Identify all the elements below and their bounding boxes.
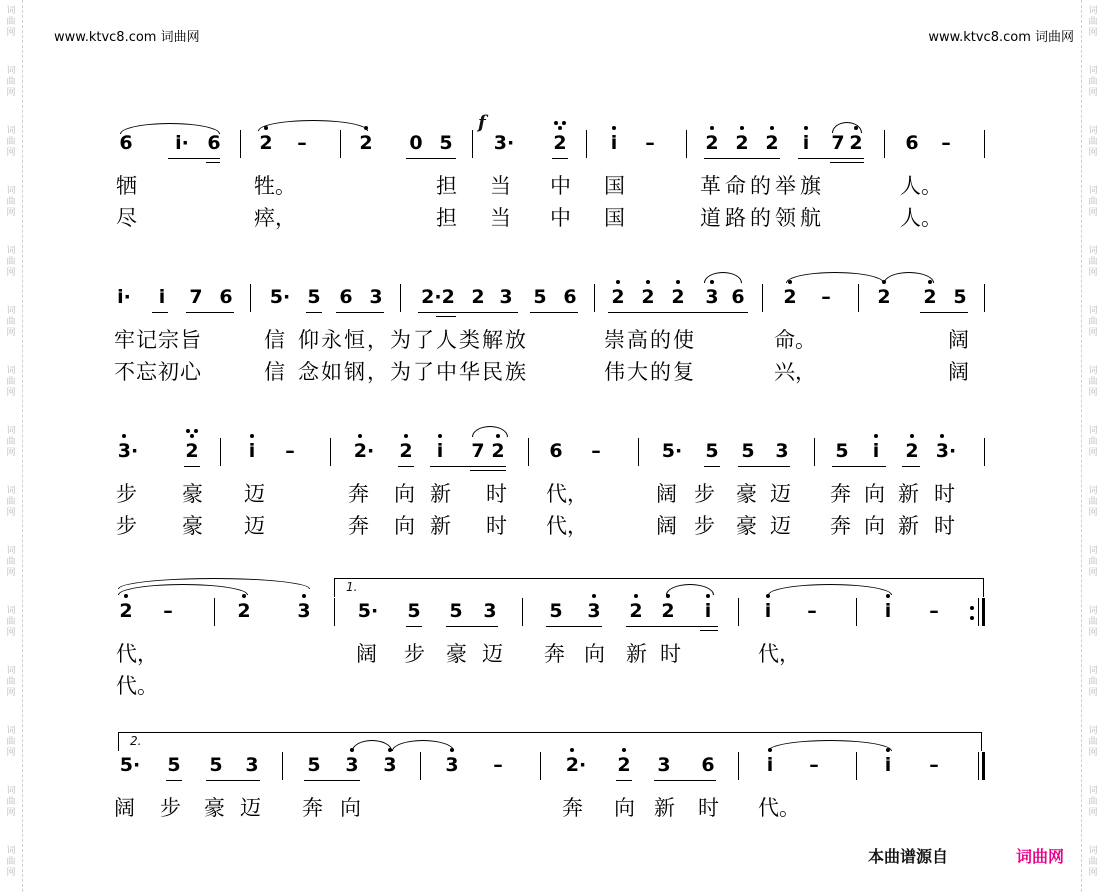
note: 3 [587, 600, 601, 622]
watermark-glyph: 词 [1088, 666, 1098, 676]
watermark-glyph: 网 [1088, 268, 1098, 278]
watermark-glyph: 网 [6, 628, 16, 638]
watermark-glyph: 网 [1088, 508, 1098, 518]
note: i [802, 132, 810, 154]
note: 5· [661, 440, 683, 462]
lyric: 中 [550, 174, 571, 198]
note: 5 [167, 754, 181, 776]
note: 2 [783, 286, 797, 308]
note: 3· [935, 440, 957, 462]
lyric: 步 [404, 642, 425, 666]
watermark-glyph: 词 [1088, 306, 1098, 316]
watermark-glyph: 词 [1088, 606, 1098, 616]
note: 3 [345, 754, 359, 776]
watermark-glyph: 网 [6, 868, 16, 878]
header-site-left[interactable]: www.ktvc8.com 词曲网 [54, 30, 200, 45]
note: 5 [407, 600, 421, 622]
note: 3· [117, 440, 139, 462]
watermark-glyph: 网 [6, 748, 16, 758]
lyric: 步 [694, 514, 715, 538]
lyric: 信 [264, 360, 285, 384]
watermark-glyph: 网 [6, 688, 16, 698]
note: – [809, 754, 819, 776]
lyric: 时 [934, 514, 955, 538]
note: 2 [735, 132, 749, 154]
note: 5· [357, 600, 379, 622]
note: 2 [765, 132, 779, 154]
watermark-glyph: 词 [1088, 186, 1098, 196]
note: 5 [449, 600, 463, 622]
watermark-glyph: 网 [1088, 28, 1098, 38]
watermark-glyph: 曲 [1088, 257, 1098, 267]
note: 6 [905, 132, 919, 154]
note: 2 [553, 132, 567, 154]
note: – [929, 600, 939, 622]
watermark-glyph: 词 [6, 426, 16, 436]
note: 3 [245, 754, 259, 776]
lyric: 念如钢，为了中华民族 [298, 360, 528, 384]
lyric: 时 [660, 642, 681, 666]
watermark-glyph: 词 [6, 246, 16, 256]
note: 3 [499, 286, 513, 308]
note: i [764, 600, 772, 622]
watermark-glyph: 网 [1088, 748, 1098, 758]
note: 2 [471, 286, 485, 308]
header-site-right[interactable]: www.ktvc8.com 词曲网 [928, 30, 1074, 45]
lyric: 时 [486, 514, 507, 538]
watermark-glyph: 网 [1088, 328, 1098, 338]
watermark-glyph: 词 [1088, 426, 1098, 436]
note: 2 [237, 600, 251, 622]
note: i· [175, 132, 189, 154]
lyric: 向 [584, 642, 605, 666]
note: 6 [339, 286, 353, 308]
watermark-glyph: 曲 [6, 137, 16, 147]
right-margin-watermark [1081, 0, 1104, 892]
watermark-glyph: 曲 [1088, 197, 1098, 207]
lyric: 时 [934, 482, 955, 506]
watermark-glyph: 曲 [1088, 17, 1098, 27]
note: 3· [493, 132, 515, 154]
note: i [704, 600, 712, 622]
lyric: 代， [758, 642, 800, 666]
note: 0 [409, 132, 423, 154]
watermark-glyph: 词 [6, 306, 16, 316]
watermark-glyph: 网 [1088, 388, 1098, 398]
note: i [884, 600, 892, 622]
watermark-glyph: 曲 [1088, 137, 1098, 147]
left-margin-watermark [0, 0, 23, 892]
lyric: 尽 [116, 206, 137, 230]
watermark-glyph: 曲 [6, 377, 16, 387]
note: 2·2 [421, 286, 455, 308]
lyric: 革命的举旗 [700, 174, 825, 198]
watermark-glyph: 词 [1088, 846, 1098, 856]
watermark-glyph: 曲 [6, 317, 16, 327]
watermark-glyph: 网 [1088, 688, 1098, 698]
note: 2 [705, 132, 719, 154]
lyric: 迈 [244, 482, 265, 506]
watermark-glyph: 曲 [6, 17, 16, 27]
lyric: 阔 [948, 360, 969, 384]
lyric: 新 [898, 514, 919, 538]
lyric: 兴， [774, 360, 816, 384]
note: 2 [877, 286, 891, 308]
watermark-glyph: 词 [1088, 546, 1098, 556]
lyric: 向 [864, 514, 885, 538]
watermark-glyph: 网 [1088, 208, 1098, 218]
lyric: 豪 [736, 514, 757, 538]
note: – [821, 286, 831, 308]
dynamic-marking: f [478, 112, 486, 133]
note: 2 [849, 132, 863, 154]
note: i [766, 754, 774, 776]
note: 2 [359, 132, 373, 154]
lyric: 阔 [356, 642, 377, 666]
lyric: 崇高的使 [604, 328, 696, 352]
watermark-glyph: 网 [6, 268, 16, 278]
note: 3 [369, 286, 383, 308]
lyric: 步 [160, 796, 181, 820]
watermark-glyph: 词 [1088, 6, 1098, 16]
watermark-glyph: 曲 [6, 437, 16, 447]
lyric: 牢记宗旨 [114, 328, 202, 352]
watermark-glyph: 词 [6, 606, 16, 616]
note: 2 [923, 286, 937, 308]
watermark-glyph: 曲 [6, 497, 16, 507]
volta-label: 1. [346, 580, 358, 594]
watermark-glyph: 曲 [6, 677, 16, 687]
note: 2 [259, 132, 273, 154]
watermark-glyph: 网 [6, 148, 16, 158]
note: 7 [831, 132, 845, 154]
lyric: 国 [604, 174, 625, 198]
note: – [297, 132, 307, 154]
watermark-glyph: 网 [1088, 448, 1098, 458]
lyric: 新 [430, 514, 451, 538]
note: – [645, 132, 655, 154]
note: 5 [705, 440, 719, 462]
watermark-glyph: 曲 [6, 857, 16, 867]
lyric: 奔 [830, 482, 851, 506]
note: 6 [563, 286, 577, 308]
lyric: 奔 [348, 482, 369, 506]
lyric: 人。 [900, 174, 942, 198]
watermark-glyph: 词 [1088, 786, 1098, 796]
note: 5 [835, 440, 849, 462]
watermark-glyph: 网 [6, 28, 16, 38]
lyric: 奔 [562, 796, 583, 820]
note: 3 [775, 440, 789, 462]
watermark-glyph: 词 [6, 546, 16, 556]
watermark-glyph: 词 [1088, 486, 1098, 496]
footer-logo[interactable]: 词曲网 [1016, 847, 1065, 866]
lyric: 新 [898, 482, 919, 506]
lyric: 阔 [656, 514, 677, 538]
note: – [493, 754, 503, 776]
lyric: 新 [430, 482, 451, 506]
watermark-glyph: 曲 [6, 737, 16, 747]
note: i [884, 754, 892, 776]
note: i [158, 286, 166, 308]
lyric: 代， [116, 642, 158, 666]
lyric: 迈 [770, 482, 791, 506]
watermark-glyph: 曲 [1088, 557, 1098, 567]
watermark-glyph: 词 [6, 66, 16, 76]
watermark-glyph: 曲 [1088, 497, 1098, 507]
lyric: 国 [604, 206, 625, 230]
lyric: 迈 [244, 514, 265, 538]
note: i [872, 440, 880, 462]
watermark-glyph: 网 [1088, 868, 1098, 878]
note: 2 [119, 600, 133, 622]
watermark-glyph: 词 [6, 846, 16, 856]
note: i· [117, 286, 131, 308]
note: 5 [209, 754, 223, 776]
lyric: 豪 [736, 482, 757, 506]
lyric: 迈 [482, 642, 503, 666]
lyric: 向 [394, 514, 415, 538]
watermark-glyph: 曲 [6, 197, 16, 207]
watermark-glyph: 网 [6, 388, 16, 398]
watermark-glyph: 曲 [1088, 377, 1098, 387]
watermark-glyph: 词 [6, 726, 16, 736]
note: 5 [307, 754, 321, 776]
lyric: 代。 [116, 674, 158, 698]
note: 2 [399, 440, 413, 462]
lyric: 阔 [114, 796, 135, 820]
lyric: 阔 [948, 328, 969, 352]
lyric: 新 [654, 796, 675, 820]
lyric: 向 [614, 796, 635, 820]
note: – [807, 600, 817, 622]
lyric: 代， [546, 514, 588, 538]
watermark-glyph: 网 [1088, 628, 1098, 638]
watermark-glyph: 网 [1088, 148, 1098, 158]
note: 2 [641, 286, 655, 308]
note: i [436, 440, 444, 462]
watermark-glyph: 词 [6, 666, 16, 676]
lyric: 担 [436, 206, 457, 230]
volta-label: 2. [130, 734, 142, 748]
lyric: 向 [394, 482, 415, 506]
lyric: 牲。 [254, 174, 296, 198]
lyric: 豪 [446, 642, 467, 666]
watermark-glyph: 网 [6, 808, 16, 818]
lyric: 人。 [900, 206, 942, 230]
watermark-glyph: 网 [6, 328, 16, 338]
watermark-glyph: 网 [6, 568, 16, 578]
lyric: 代。 [758, 796, 800, 820]
lyric: 向 [340, 796, 361, 820]
watermark-glyph: 网 [1088, 808, 1098, 818]
note: 6 [701, 754, 715, 776]
lyric: 奔 [348, 514, 369, 538]
note: 6 [119, 132, 133, 154]
note: 2 [617, 754, 631, 776]
watermark-glyph: 网 [6, 208, 16, 218]
lyric: 迈 [240, 796, 261, 820]
watermark-glyph: 词 [1088, 66, 1098, 76]
lyric: 牺 [116, 174, 137, 198]
lyric: 阔 [656, 482, 677, 506]
watermark-glyph: 曲 [1088, 317, 1098, 327]
lyric: 时 [698, 796, 719, 820]
watermark-glyph: 词 [1088, 366, 1098, 376]
note: 2 [611, 286, 625, 308]
note: 3 [657, 754, 671, 776]
note: 3 [383, 754, 397, 776]
note: 5 [307, 286, 321, 308]
lyric: 信 [264, 328, 285, 352]
lyric: 奔 [830, 514, 851, 538]
note: 2· [565, 754, 587, 776]
note: 5 [533, 286, 547, 308]
watermark-glyph: 词 [6, 6, 16, 16]
note: i [610, 132, 618, 154]
lyric: 中 [550, 206, 571, 230]
note: 5 [741, 440, 755, 462]
note: 2· [353, 440, 375, 462]
watermark-glyph: 曲 [1088, 737, 1098, 747]
watermark-glyph: 词 [6, 786, 16, 796]
lyric: 步 [116, 482, 137, 506]
watermark-glyph: 曲 [6, 557, 16, 567]
lyric: 豪 [182, 514, 203, 538]
watermark-glyph: 网 [1088, 568, 1098, 578]
lyric: 向 [864, 482, 885, 506]
footer-source-label: 本曲谱源自 [868, 847, 949, 866]
note: – [591, 440, 601, 462]
note: – [163, 600, 173, 622]
watermark-glyph: 网 [6, 88, 16, 98]
lyric: 当 [490, 206, 511, 230]
watermark-glyph: 曲 [6, 797, 16, 807]
lyric: 奔 [302, 796, 323, 820]
watermark-glyph: 词 [1088, 246, 1098, 256]
note: 3 [705, 286, 719, 308]
lyric: 代， [546, 482, 588, 506]
watermark-glyph: 曲 [1088, 77, 1098, 87]
note: 7 [471, 440, 485, 462]
note: 3 [297, 600, 311, 622]
note: 6 [549, 440, 563, 462]
note: – [929, 754, 939, 776]
note: 6 [207, 132, 221, 154]
watermark-glyph: 词 [6, 366, 16, 376]
note: 3 [483, 600, 497, 622]
note: i [248, 440, 256, 462]
watermark-glyph: 词 [6, 486, 16, 496]
lyric: 不忘初心 [114, 360, 202, 384]
watermark-glyph: 曲 [1088, 617, 1098, 627]
watermark-glyph: 曲 [6, 257, 16, 267]
note: 5 [953, 286, 967, 308]
note: 7 [189, 286, 203, 308]
lyric: 伟大的复 [604, 360, 696, 384]
note: 5· [119, 754, 141, 776]
lyric: 当 [490, 174, 511, 198]
note: 5 [549, 600, 563, 622]
note: 6 [219, 286, 233, 308]
lyric: 迈 [770, 514, 791, 538]
lyric: 新 [626, 642, 647, 666]
watermark-glyph: 曲 [6, 617, 16, 627]
lyric: 时 [486, 482, 507, 506]
note: 5 [439, 132, 453, 154]
note: 2 [491, 440, 505, 462]
lyric: 奔 [544, 642, 565, 666]
note: – [941, 132, 951, 154]
lyric: 瘁， [254, 206, 296, 230]
note: 2 [905, 440, 919, 462]
note: 2 [661, 600, 675, 622]
note: 3 [445, 754, 459, 776]
watermark-glyph: 网 [6, 508, 16, 518]
lyric: 道路的领航 [700, 206, 825, 230]
lyric: 命。 [774, 328, 816, 352]
watermark-glyph: 曲 [1088, 797, 1098, 807]
lyric: 豪 [204, 796, 225, 820]
watermark-glyph: 曲 [1088, 677, 1098, 687]
lyric: 步 [694, 482, 715, 506]
note: – [285, 440, 295, 462]
watermark-glyph: 词 [6, 126, 16, 136]
watermark-glyph: 网 [6, 448, 16, 458]
note: 6 [731, 286, 745, 308]
watermark-glyph: 词 [1088, 126, 1098, 136]
lyric: 担 [436, 174, 457, 198]
watermark-glyph: 曲 [1088, 857, 1098, 867]
note: 2 [671, 286, 685, 308]
watermark-glyph: 曲 [1088, 437, 1098, 447]
watermark-glyph: 曲 [6, 77, 16, 87]
watermark-glyph: 网 [1088, 88, 1098, 98]
watermark-glyph: 词 [1088, 726, 1098, 736]
watermark-glyph: 词 [6, 186, 16, 196]
lyric: 仰永恒，为了人类解放 [298, 328, 528, 352]
lyric: 豪 [182, 482, 203, 506]
note: 2 [185, 440, 199, 462]
lyric: 步 [116, 514, 137, 538]
note: 5· [269, 286, 291, 308]
note: 2 [629, 600, 643, 622]
